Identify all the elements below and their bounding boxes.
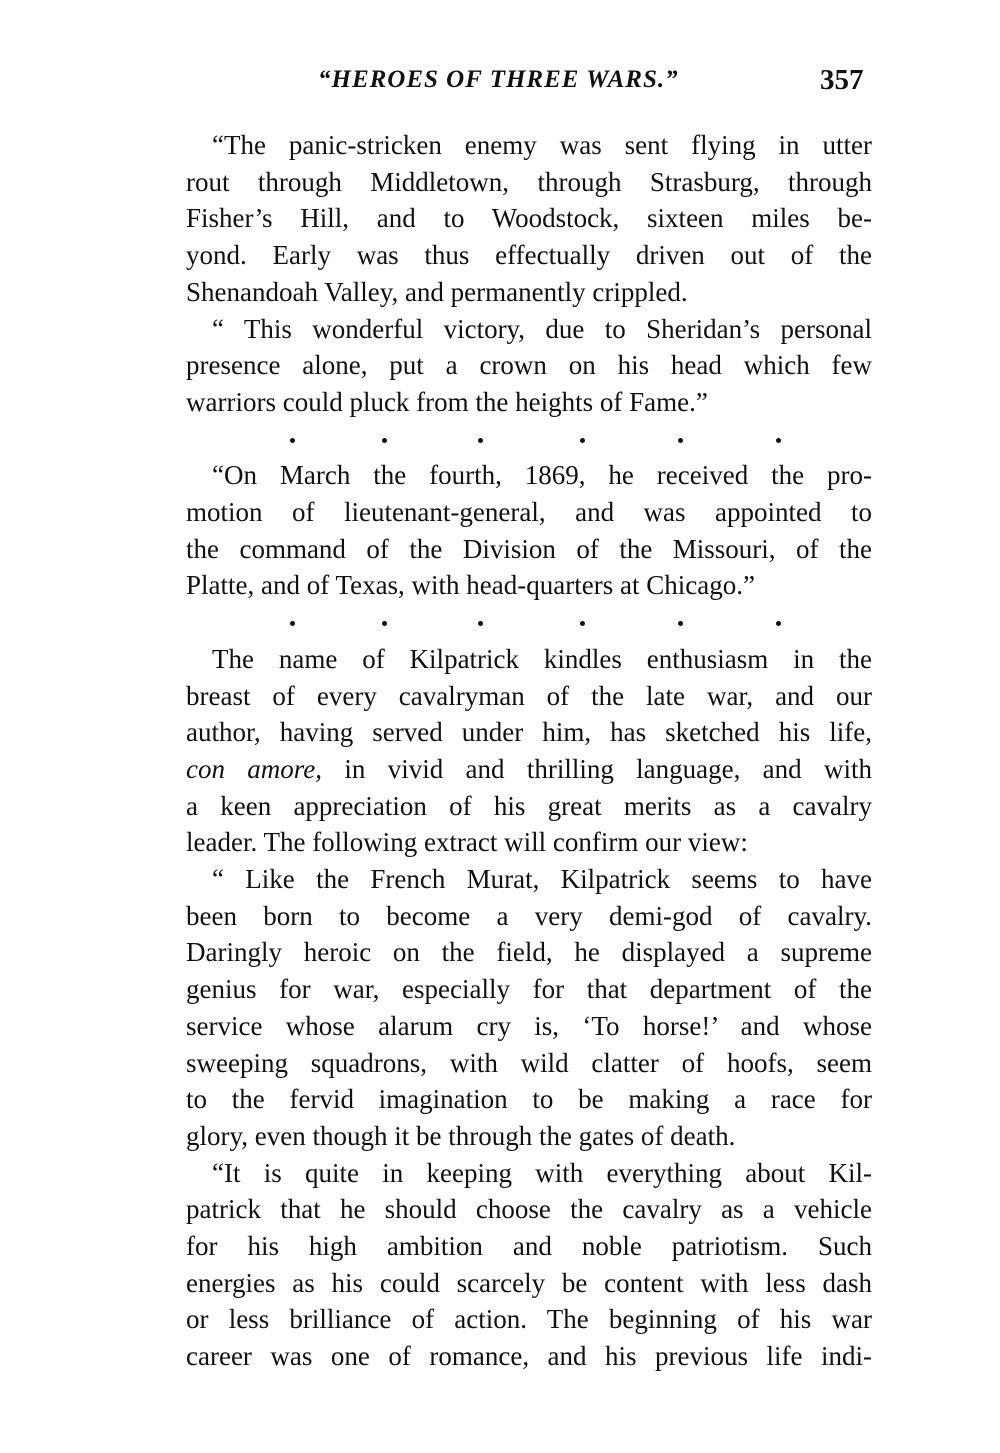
text-line: genius for war, especially for that department of the: [186, 974, 872, 1005]
ellipsis-dot: [580, 438, 585, 443]
text-line: sweeping squadrons, with wild clatter of hoofs, seem: [186, 1047, 872, 1078]
running-head-title: “HEROES OF THREE WARS.”: [318, 66, 679, 93]
text-line: warriors could pluck from the heights of Fame.”: [186, 386, 708, 417]
text-line: breast of every cavalryman of the late war, and our: [186, 680, 872, 711]
ellipsis-dot: [382, 438, 387, 443]
ellipsis-dot: [580, 621, 585, 626]
ellipsis-dot: [678, 621, 683, 626]
text-line: the command of the Division of the Missouri, of the: [186, 533, 872, 564]
text-line: “The panic-stricken enemy was sent flying in utter: [212, 130, 872, 160]
page-number: 357: [820, 64, 864, 96]
text-line: Daringly heroic on the field, he displayed a supreme: [186, 937, 872, 968]
ellipsis-dot: [776, 438, 781, 443]
text-line: “On March the fourth, 1869, he received the pro-: [212, 460, 872, 491]
ellipsis-dot: [382, 621, 387, 626]
text-line: patrick that he should choose the cavalry as a vehicle: [186, 1194, 872, 1225]
ellipsis-dot: [776, 621, 781, 626]
text-line: service whose alarum cry is, ‘To horse!’ and whose: [186, 1010, 872, 1041]
ellipsis-row: [186, 422, 872, 456]
line-rest: in vivid and thrilling language, and with: [322, 753, 872, 784]
ellipsis-dot: [290, 438, 295, 443]
italic-phrase: con amore,: [186, 753, 323, 784]
text-line: [186, 752, 872, 786]
text-line: been born to become a very demi-god of cavalry.: [186, 900, 872, 931]
ellipsis-dot: [478, 438, 483, 443]
text-line: rout through Middletown, through Strasburg, through: [186, 166, 872, 197]
text-line: yond. Early was thus effectually driven out of the: [186, 240, 872, 271]
text-line: “ Like the French Murat, Kilpatrick seems to have: [212, 864, 872, 894]
text-line: presence alone, put a crown on his head which few: [186, 350, 872, 381]
ellipsis-row: [186, 605, 872, 639]
text-line: Shenandoah Valley, and permanently crippled.: [186, 276, 688, 307]
ellipsis-dot: [678, 438, 683, 443]
text-line: “It is quite in keeping with everything about Kil-: [212, 1157, 872, 1188]
text-line: for his high ambition and noble patriotism. Such: [186, 1231, 872, 1261]
text-line: “ This wonderful victory, due to Sheridan’s personal: [212, 313, 872, 344]
text-line: motion of lieutenant-general, and was appointed to: [186, 497, 872, 527]
text-line: to the fervid imagination to be making a race for: [186, 1084, 872, 1115]
text-line: energies as his could scarcely be content with less dash: [186, 1267, 872, 1298]
text-line: leader. The following extract will confirm our view:: [186, 827, 748, 858]
text-line: The name of Kilpatrick kindles enthusiasm in the: [212, 643, 872, 674]
text-line: Fisher’s Hill, and to Woodstock, sixteen miles be-: [186, 203, 872, 234]
text-line: author, having served under him, has sketched his life,: [186, 717, 872, 748]
text-line: a keen appreciation of his great merits as a cavalry: [186, 790, 872, 821]
text-line: Platte, and of Texas, with head-quarters at Chicago.”: [186, 570, 755, 601]
ellipsis-dot: [290, 621, 295, 626]
ellipsis-dot: [478, 621, 483, 626]
text-line: or less brilliance of action. The beginning of his war: [186, 1304, 872, 1335]
text-line: career was one of romance, and his previous life indi-: [186, 1341, 872, 1372]
text-line: glory, even though it be through the gates of death.: [186, 1120, 736, 1151]
